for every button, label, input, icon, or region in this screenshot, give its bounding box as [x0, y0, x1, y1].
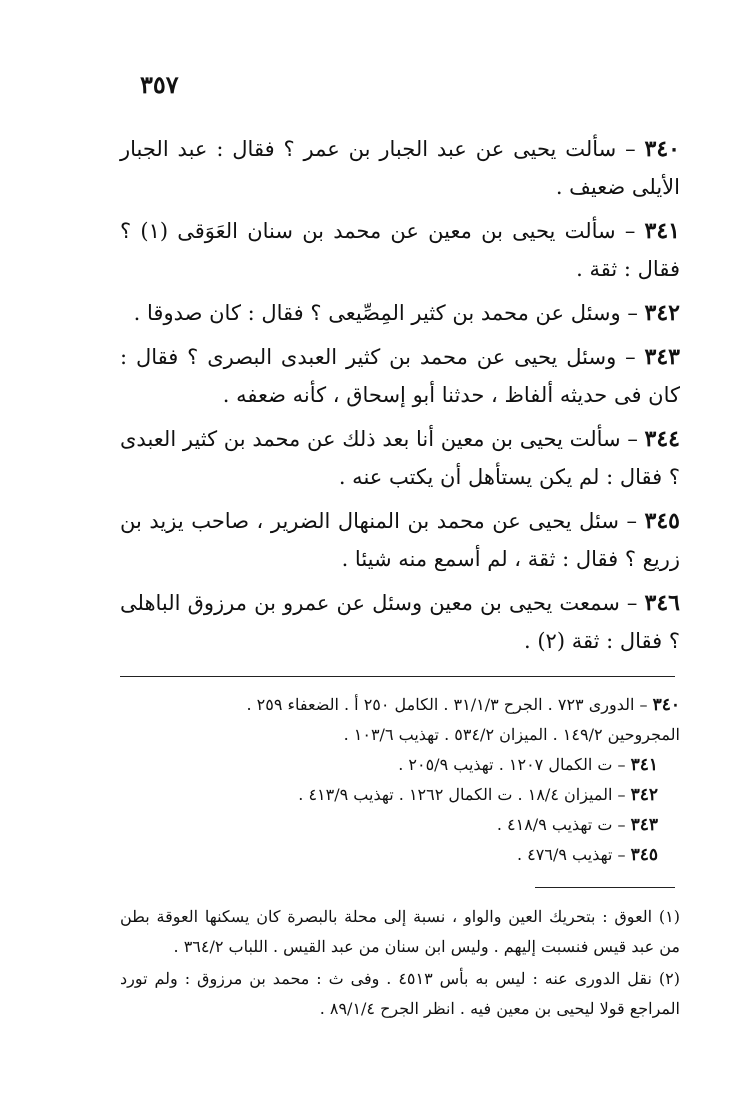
entry-number: ٣٤٥ [644, 508, 680, 534]
footnote-text: العوق : بتحريك العين والواو ، نسبة إلى محلة بالبصرة كان يسكنها العوقة بطن من عبد قيس فنسبت إليهم . وليس ابن سنان من عبد القيس . اللباب ٣٦٤/٢ . [120, 907, 680, 956]
footnote-number: (١) [658, 907, 680, 926]
entry-number: ٣٤٠ [644, 136, 680, 162]
entry-343 [120, 338, 680, 414]
footnotes-divider [535, 887, 675, 888]
footnote-number: (٢) [658, 969, 681, 988]
entry-text: – سألت يحيى بن معين عن محمد بن سنان العَوَقى (١) ؟ فقال : ثقة . [120, 219, 680, 281]
entry-344 [120, 420, 680, 496]
entry-number: ٣٤٤ [644, 426, 680, 452]
reference-text: – ت الكمال ١٢٠٧ . تهذيب ٢٠٥/٩ . [398, 755, 626, 774]
entry-number: ٣٤١ [644, 218, 680, 244]
references [120, 690, 680, 870]
references-divider [120, 676, 675, 677]
entry-text: – سألت يحيى بن معين أنا بعد ذلك عن محمد بن كثير العبدى ؟ فقال : لم يكن يستأهل أن يكتب عنه . [120, 427, 680, 489]
footnote [120, 964, 680, 1024]
entry-342 [120, 294, 680, 332]
reference-number: ٣٤١ [630, 755, 658, 775]
footnote-text: نقل الدورى عنه : ليس به بأس ٤٥١٣ . وفى ث : محمد بن مرزوق : ولم تورد المراجع قولا ليحيى بن معين فيه . انظر الجرح ٨٩/١/٤ . [120, 969, 680, 1018]
entry-345 [120, 502, 680, 578]
entry-text: – سئل يحيى عن محمد بن المنهال الضرير ، صاحب يزيد بن زريع ؟ فقال : ثقة ، لم أسمع منه شيئا . [120, 509, 680, 571]
reference-number: ٣٤٠ [652, 695, 680, 715]
entry-346 [120, 584, 680, 660]
entry-number: ٣٤٢ [644, 300, 680, 326]
reference-line [120, 810, 680, 840]
reference-text: – الدورى ٧٢٣ . الجرح ٣١/١/٣ . الكامل ٢٥٠ أ . الضعفاء ٢٥٩ . [246, 695, 648, 714]
reference-line [120, 690, 680, 720]
reference-text: المجروحين ١٤٩/٢ . الميزان ٥٣٤/٢ . تهذيب ١٠٣/٦ . [343, 725, 680, 744]
reference-line [120, 720, 680, 750]
entry-340 [120, 130, 680, 206]
reference-text: – الميزان ١٨/٤ . ت الكمال ١٢٦٢ . تهذيب ٤١٣/٩ . [298, 785, 626, 804]
entry-text: – وسئل يحيى عن محمد بن كثير العبدى البصرى ؟ فقال : كان فى حديثه ألفاظ ، حدثنا أبو إسحاق ، كأنه ضعفه . [120, 345, 680, 407]
reference-line [120, 780, 680, 810]
reference-line [120, 840, 680, 870]
main-text [120, 130, 680, 666]
footnote [120, 902, 680, 962]
reference-number: ٣٤٢ [630, 785, 658, 805]
reference-number: ٣٤٣ [630, 815, 658, 835]
entry-341 [120, 212, 680, 288]
reference-text: – ت تهذيب ٤١٨/٩ . [496, 815, 626, 834]
page-number: ٣٥٧ [140, 70, 179, 99]
entry-text: – وسئل عن محمد بن كثير المِصِّيعى ؟ فقال : كان صدوقا . [133, 301, 638, 325]
reference-number: ٣٤٥ [630, 845, 658, 865]
reference-line [120, 750, 680, 780]
entry-text: – سألت يحيى عن عبد الجبار بن عمر ؟ فقال : عبد الجبار الأيلى ضعيف . [120, 137, 680, 199]
entry-number: ٣٤٦ [644, 590, 680, 616]
entry-number: ٣٤٣ [644, 344, 680, 370]
reference-text: – تهذيب ٤٧٦/٩ . [517, 845, 626, 864]
footnotes [120, 902, 680, 1026]
entry-text: – سمعت يحيى بن معين وسئل عن عمرو بن مرزوق الباهلى ؟ فقال : ثقة (٢) . [120, 591, 680, 653]
